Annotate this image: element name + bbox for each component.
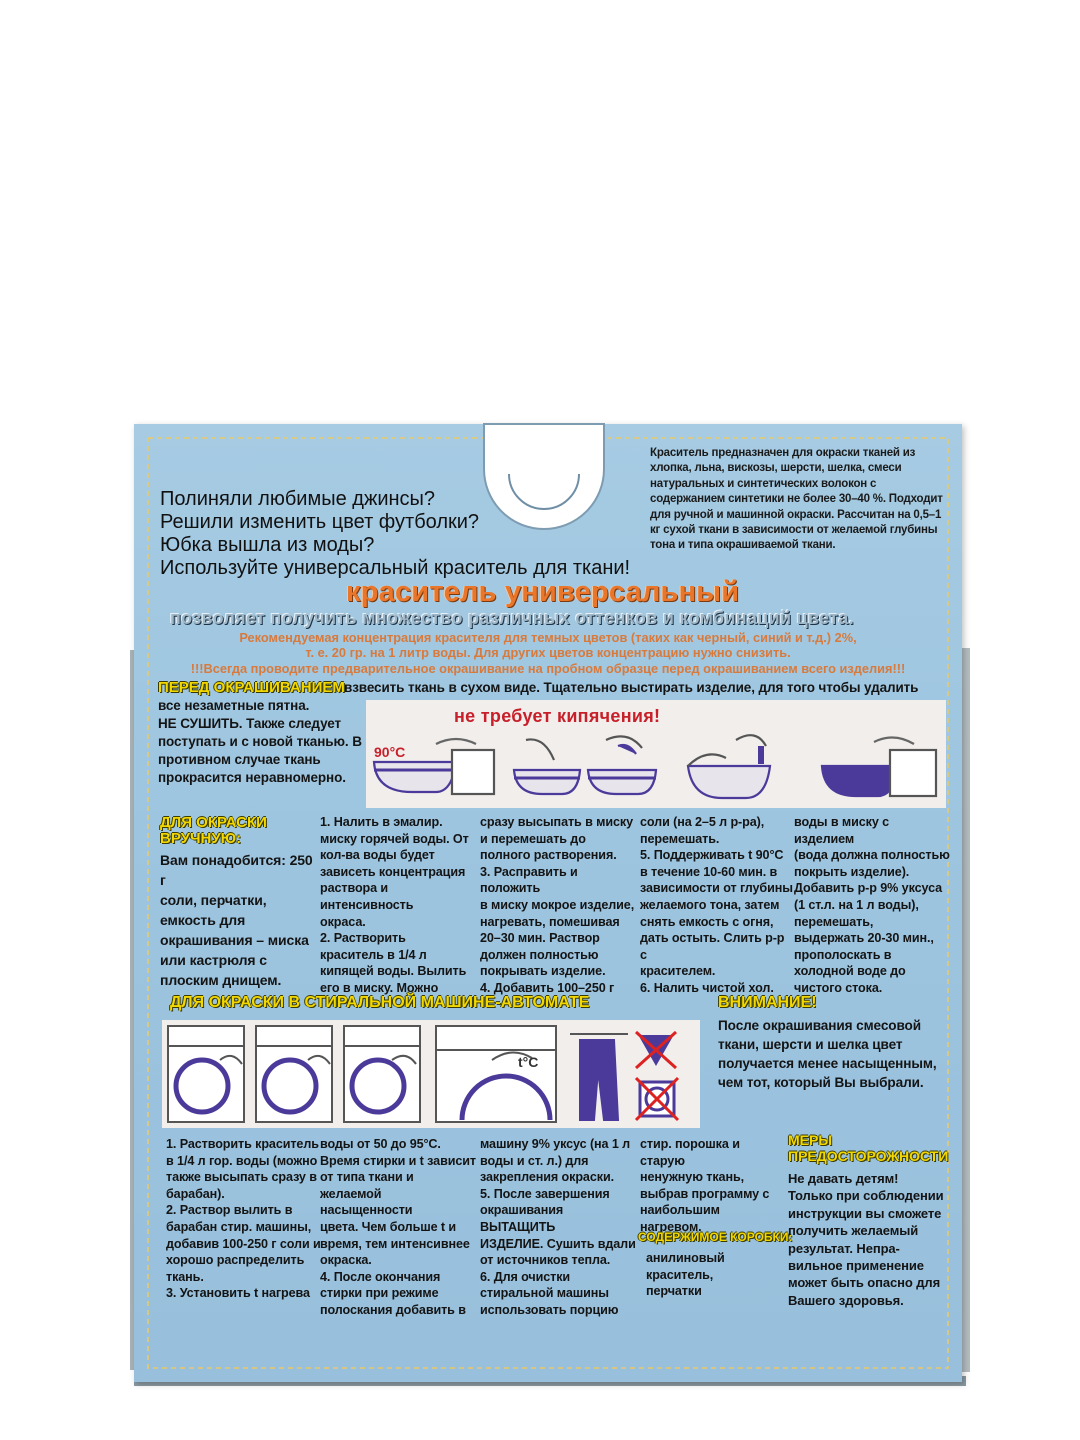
- hand-col-3-line: снять емкость с огня,: [640, 914, 774, 929]
- machine-col-4-line: выбрав программу с: [640, 1186, 770, 1201]
- machine-col-3-line: ИЗДЕЛИЕ. Сушить вдали: [480, 1236, 636, 1251]
- hand-intro-line: окрашивания – миска: [160, 932, 309, 948]
- machine-col-4-line: стир. порошка и старую: [640, 1137, 740, 1168]
- machine-col-2-line: от типа ткани и: [320, 1170, 414, 1185]
- contents-text: [646, 1250, 786, 1300]
- hand-col-3-line: желаемого тона, затем: [640, 897, 780, 912]
- hand-col-1-line: его в миску. Можно: [320, 980, 439, 995]
- product-subtitle: позволяет получить множество различных оттенков и комбинаций цвета.: [170, 608, 854, 628]
- precautions-heading-line-1: МЕРЫ: [788, 1132, 833, 1148]
- hand-dyeing-pictograms: [366, 700, 946, 808]
- machine-col-3-line: закрепления окраски.: [480, 1170, 614, 1185]
- machine-col-2-line: стирки при режиме: [320, 1286, 439, 1301]
- hand-col-3: [640, 814, 794, 997]
- machine-col-1-line: барабан стир. машины,: [166, 1219, 312, 1234]
- machine-col-3-line: окрашивания ВЫТАЩИТЬ: [480, 1203, 564, 1234]
- question-4: Используйте универсальный краситель для ткани!: [160, 557, 631, 579]
- machine-col-1-line: барабан).: [166, 1186, 225, 1201]
- hand-col-1-line: окраса.: [320, 914, 366, 929]
- precautions-heading-line-2: ПРЕДОСТОРОЖНОСТИ: [788, 1148, 949, 1164]
- question-1: Полиняли любимые джинсы?: [160, 488, 436, 510]
- hand-col-4: [794, 814, 950, 997]
- before-line-2: НЕ СУШИТЬ. Также следует: [158, 716, 342, 731]
- hand-col-3-line: зависимости от глубины: [640, 881, 793, 896]
- hand-intro-line: соли, перчатки,: [160, 892, 267, 908]
- hand-col-1-line: зависеть концентрация: [320, 864, 466, 879]
- machine-col-2-line: воды от 50 до 95°С.: [320, 1137, 441, 1151]
- hand-col-2-line: 4. Добавить 100–250 г: [480, 980, 615, 995]
- hand-col-2-line: 3. Расправить и положить: [480, 864, 578, 896]
- precautions-line: Не давать детям!: [788, 1171, 899, 1186]
- hand-col-1-line: миску горячей воды. От: [320, 831, 469, 846]
- machine-col-1-line: ткань.: [166, 1269, 204, 1284]
- before-text-first: взвесить ткань в сухом виде. Тщательно выстирать изделие, для того чтобы удалить: [344, 680, 919, 695]
- hand-col-1-line: 1. Налить в эмалир.: [320, 815, 443, 829]
- hand-col-2-line: нагревать, помешивая: [480, 914, 620, 929]
- hand-col-1-line: краситель в 1/4 л: [320, 947, 427, 962]
- product-description: Краситель предназначен для окраски тканей из хлопка, льна, вискозы, шерсти, шелка, смеси натуральных и синтетических волокон с содержанием синтетики не более 30–40 %. Подходит для ручной и машинной окраски. Рассчитан на 0,5–1 кг сухой ткани в зависимости от желаемой глубины тона и типа окрашиваемой ткани.: [650, 447, 943, 552]
- machine-col-3-line: использовать порцию: [480, 1302, 619, 1317]
- question-2: Решили изменить цвет футболки?: [160, 511, 480, 533]
- hand-col-3-line: 6. Налить чистой хол.: [640, 980, 774, 995]
- machine-col-3-line: машину 9% уксус (на 1 л: [480, 1137, 631, 1151]
- machine-col-3-line: стиральной машины: [480, 1286, 609, 1301]
- hand-col-4-line: перемешать,: [794, 914, 874, 929]
- machine-heading: ДЛЯ ОКРАСКИ В СТИРАЛЬНОЙ МАШИНЕ-АВТОМАТЕ: [170, 994, 590, 1011]
- precautions-line: инструкции вы сможете: [788, 1205, 942, 1221]
- hand-col-2-line: полного растворения.: [480, 848, 617, 863]
- before-heading: ПЕРЕД ОКРАШИВАНИЕМ: [158, 679, 345, 696]
- hand-col-4-line: выдержать 20-30 мин.,: [794, 931, 934, 946]
- machine-col-3-line: 5. После завершения: [480, 1186, 610, 1201]
- hand-col-4-line: чистого стока.: [794, 980, 883, 995]
- product-box-back: [134, 424, 962, 1382]
- machine-col-2-line: желаемой насыщенности: [320, 1186, 413, 1218]
- hand-col-3-line: в течение 10-60 мин. в: [640, 864, 778, 879]
- hand-col-4-line: холодной воде до: [794, 964, 906, 979]
- machine-col-2-line: 4. После окончания: [320, 1269, 441, 1284]
- hand-col-4-line: Добавить р-р 9% уксуса: [794, 881, 943, 896]
- hand-col-4-line: (вода должна полностью: [794, 848, 950, 863]
- hand-intro-line: Вам понадобится: 250 г: [160, 852, 313, 888]
- machine-col-3-line: от источников тепла.: [480, 1253, 611, 1268]
- hand-col-3-line: перемешать.: [640, 831, 720, 846]
- hand-intro: [160, 850, 320, 990]
- precautions-text: [788, 1170, 948, 1309]
- before-line-3: поступать и с новой тканью. В: [158, 734, 362, 749]
- machine-col-3-line: воды и ст. л.) для: [480, 1153, 589, 1168]
- before-line-1: все незаметные пятна.: [158, 698, 310, 713]
- no-boil-banner: не требует кипячения!: [454, 706, 661, 726]
- hand-col-1: [320, 814, 476, 997]
- hand-col-1-line: кипящей воды. Вылить: [320, 964, 467, 979]
- hand-col-1-line: 2. Растворить: [320, 931, 406, 946]
- product-title: краситель универсальный: [346, 576, 740, 608]
- precautions-line: может быть опасно для: [788, 1275, 941, 1291]
- contents-line: перчатки: [646, 1284, 702, 1299]
- before-line-5: прокрасится неравномерно.: [158, 770, 346, 785]
- hand-col-4-line: покрыть изделие).: [794, 864, 910, 879]
- machine-col-1-line: в 1/4 л гор. воды (можно: [166, 1153, 318, 1168]
- temperature-label: 90°С: [374, 744, 406, 760]
- attention-line: ткани, шерсти и шелка цвет: [718, 1037, 903, 1052]
- machine-col-3-line: 6. Для очистки: [480, 1269, 571, 1284]
- before-line-4: противном случае ткань: [158, 752, 321, 767]
- precautions-line: вильное применение: [788, 1258, 924, 1274]
- machine-col-2-line: время, тем интенсивнее: [320, 1236, 470, 1251]
- hand-col-3-line: 5. Поддерживать t 90°С: [640, 848, 784, 863]
- machine-col-4-line: наибольшим: [640, 1203, 720, 1218]
- machine-col-1-line: добавив 100-250 г соли и: [166, 1236, 321, 1251]
- hand-col-2-line: должен полностью: [480, 947, 599, 962]
- contents-line: анилиновый: [646, 1251, 725, 1265]
- hand-col-1-line: раствора и интенсивность: [320, 881, 414, 912]
- concentration-line-2: т. е. 20 гр. на 1 литр воды. Для других цветов концентрацию нужно снизить.: [305, 645, 791, 660]
- hand-col-2-line: в миску мокрое изделие,: [480, 897, 635, 912]
- contents-heading: СОДЕРЖИМОЕ КОРОБКИ:: [638, 1230, 793, 1244]
- machine-pictograms: [162, 1020, 700, 1128]
- attention-line: чем тот, который Вы выбрали.: [718, 1075, 924, 1090]
- machine-col-1-line: 3. Установить t нагрева: [166, 1286, 310, 1301]
- hand-intro-line: плоским днищем.: [160, 972, 282, 988]
- machine-col-1-line: также высыпать сразу в: [166, 1170, 317, 1185]
- contents-line: краситель,: [646, 1267, 714, 1282]
- attention-line: получается менее насыщенным,: [718, 1056, 937, 1071]
- machine-col-1: [166, 1136, 322, 1302]
- machine-col-4-line: ненужную ткань,: [640, 1170, 744, 1185]
- hand-col-2: [480, 814, 640, 997]
- warning-line: !!!Всегда проводите предварительное окрашивание на пробном образце перед окрашиванием всего изделия!!!: [190, 661, 906, 676]
- machine-col-2-line: Время стирки и t зависит: [320, 1153, 476, 1168]
- hand-col-3-line: соли (на 2–5 л р-ра),: [640, 815, 765, 829]
- hand-col-2-line: и перемешать до: [480, 831, 586, 846]
- washing-machine-icons: [162, 1020, 700, 1128]
- question-3: Юбка вышла из моды?: [160, 534, 375, 556]
- attention-heading: ВНИМАНИЕ!: [718, 994, 817, 1011]
- machine-col-1-line: 1. Растворить краситель: [166, 1137, 319, 1151]
- machine-temp-label: t°C: [518, 1054, 539, 1070]
- attention-text: [718, 1016, 950, 1092]
- hang-hole: [464, 414, 624, 564]
- hand-intro-line: емкость для: [160, 912, 246, 928]
- hand-col-2-line: покрывать изделие.: [480, 964, 606, 979]
- hand-col-4-line: прополоскать в: [794, 947, 892, 962]
- precautions-line: результат. Непра-: [788, 1240, 900, 1256]
- hand-col-4-line: воды в миску с изделием: [794, 815, 890, 846]
- machine-col-2: [320, 1136, 476, 1319]
- hand-col-1-line: кол-ва воды будет: [320, 848, 435, 863]
- hand-col-4-line: (1 ст.л. на 1 л воды),: [794, 897, 919, 912]
- machine-col-4-line: нагревом.: [640, 1219, 702, 1234]
- precautions-line: Только при соблюдении: [788, 1188, 944, 1204]
- hand-intro-line: или кастрюля с: [160, 952, 267, 968]
- attention-line: После окрашивания смесовой: [718, 1018, 922, 1033]
- hand-heading-line-1: ДЛЯ ОКРАСКИ: [160, 814, 267, 831]
- concentration-line-1: Рекомендуемая концентрация красителя для темных цветов (таких как черный, синий и т.д.) 2%,: [239, 630, 857, 645]
- hand-col-2-line: сразу высыпать в миску: [480, 815, 633, 829]
- machine-col-1-line: хорошо распределить: [166, 1253, 305, 1268]
- machine-col-4: [640, 1136, 780, 1236]
- hand-heading-line-2: ВРУЧНУЮ:: [160, 830, 242, 847]
- hand-col-3-line: дать остыть. Слить р-р с: [640, 931, 785, 962]
- hand-steps-icon: [366, 700, 946, 808]
- hand-col-3-line: красителем.: [640, 964, 716, 979]
- machine-col-1-line: 2. Раствор вылить в: [166, 1203, 293, 1218]
- machine-col-2-line: окраска.: [320, 1253, 372, 1268]
- precautions-line: Вашего здоровья.: [788, 1292, 904, 1308]
- machine-col-2-line: полоскания добавить в: [320, 1302, 466, 1317]
- precautions-line: получить желаемый: [788, 1223, 919, 1239]
- hand-col-2-line: 20–30 мин. Раствор: [480, 931, 600, 946]
- machine-col-3: [480, 1136, 640, 1319]
- machine-col-2-line: цвета. Чем больше t и: [320, 1219, 457, 1234]
